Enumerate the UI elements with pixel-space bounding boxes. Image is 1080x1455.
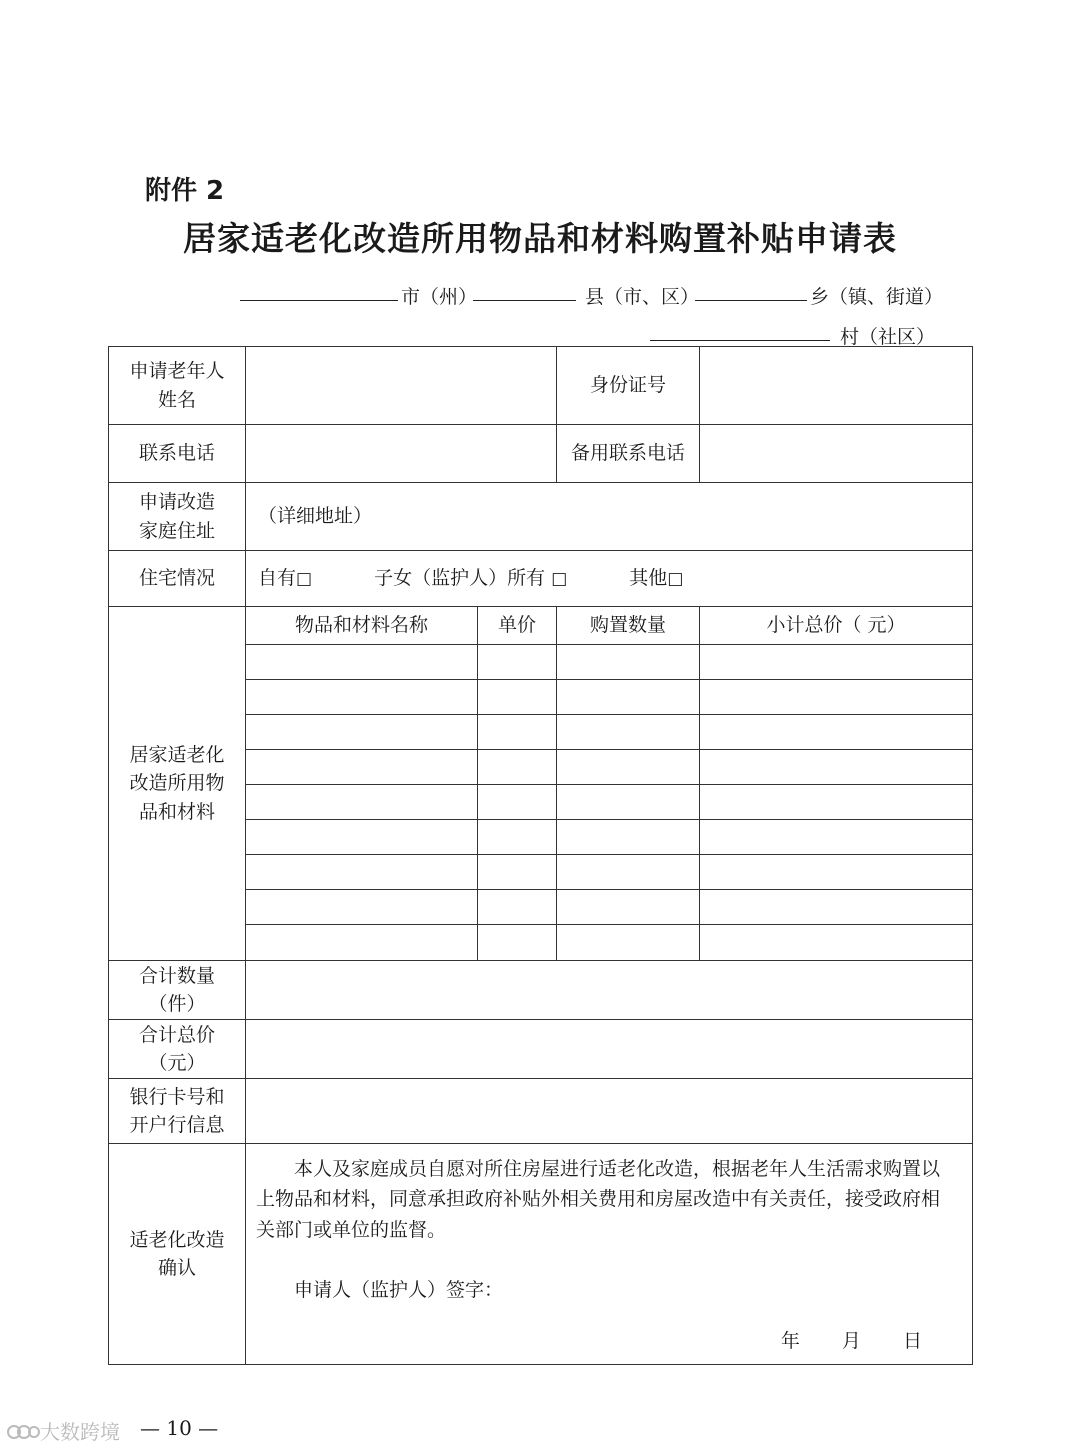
total-quantity-field[interactable] xyxy=(246,961,973,1020)
city-label: 市（州） xyxy=(401,286,478,308)
housing-options xyxy=(246,551,973,607)
township-blank xyxy=(695,300,807,301)
unit-price-cell[interactable] xyxy=(478,820,557,855)
quantity-header: 购置数量 xyxy=(557,607,700,645)
address-row xyxy=(109,483,973,551)
subtotal-cell[interactable] xyxy=(700,715,973,750)
applicant-name-label: 申请老年人 姓名 xyxy=(109,347,246,425)
housing-other-option[interactable]: 其他□ xyxy=(629,567,684,590)
item-name-cell[interactable] xyxy=(246,855,478,890)
total-price-row xyxy=(109,1020,973,1079)
village-blank xyxy=(650,340,830,341)
confirmation-row xyxy=(109,1144,973,1365)
address-label: 申请改造 家庭住址 xyxy=(109,483,246,551)
housing-row xyxy=(109,551,973,607)
item-name-cell[interactable] xyxy=(246,645,478,680)
unit-price-cell[interactable] xyxy=(478,680,557,715)
form-title: 居家适老化改造所用物品和材料购置补贴申请表 xyxy=(183,219,897,258)
unit-price-cell[interactable] xyxy=(478,715,557,750)
item-name-cell[interactable] xyxy=(246,750,478,785)
unit-price-cell[interactable] xyxy=(478,925,557,961)
subtotal-cell[interactable] xyxy=(700,890,973,925)
total-quantity-label: 合计数量 （件） xyxy=(109,961,246,1020)
applicant-row xyxy=(109,347,973,425)
unit-price-cell[interactable] xyxy=(478,785,557,820)
total-price-field[interactable] xyxy=(246,1020,973,1079)
month-label: 月 xyxy=(841,1329,861,1352)
bank-label: 银行卡号和 开户行信息 xyxy=(109,1079,246,1144)
backup-phone-label: 备用联系电话 xyxy=(557,425,700,483)
total-quantity-row xyxy=(109,961,973,1020)
phone-field[interactable] xyxy=(246,425,557,483)
total-price-label: 合计总价 （元） xyxy=(109,1020,246,1079)
subtotal-cell[interactable] xyxy=(700,750,973,785)
village-label: 村（社区） xyxy=(840,326,936,348)
watermark xyxy=(6,1416,120,1445)
item-name-header: 物品和材料名称 xyxy=(246,607,478,645)
housing-own-option[interactable]: 自有□ xyxy=(258,567,313,590)
statement-text: 本人及家庭成员自愿对所住房屋进行适老化改造，根据老年人生活需求购置以上物品和材料，同意承担政府补贴外相关费用和房屋改造中有关责任，接受政府相关部门或单位的监督。 xyxy=(256,1158,941,1241)
item-name-cell[interactable] xyxy=(246,785,478,820)
other-checkbox[interactable]: □ xyxy=(667,569,684,590)
own-checkbox[interactable]: □ xyxy=(296,569,313,590)
children-checkbox[interactable]: □ xyxy=(551,569,568,590)
quantity-cell[interactable] xyxy=(557,820,700,855)
city-blank xyxy=(240,300,398,301)
quantity-cell[interactable] xyxy=(557,680,700,715)
county-blank xyxy=(473,300,576,301)
applicant-name-field[interactable] xyxy=(246,347,557,425)
quantity-cell[interactable] xyxy=(557,750,700,785)
item-name-cell[interactable] xyxy=(246,820,478,855)
application-form-table xyxy=(108,346,973,1365)
quantity-cell[interactable] xyxy=(557,890,700,925)
items-header-row xyxy=(109,607,973,645)
item-name-cell[interactable] xyxy=(246,715,478,750)
subtotal-cell[interactable] xyxy=(700,855,973,890)
watermark-text: 大数跨境 xyxy=(40,1420,120,1444)
township-label: 乡（镇、街道） xyxy=(810,286,944,308)
day-label: 日 xyxy=(902,1329,922,1352)
quantity-cell[interactable] xyxy=(557,785,700,820)
address-field[interactable]: （详细地址） xyxy=(246,483,973,551)
attachment-label: 附件 2 xyxy=(145,176,225,206)
county-label: 县（市、区） xyxy=(585,286,700,308)
unit-price-header: 单价 xyxy=(478,607,557,645)
signature-line[interactable]: 申请人（监护人）签字： xyxy=(294,1279,504,1302)
subtotal-cell[interactable] xyxy=(700,820,973,855)
quantity-cell[interactable] xyxy=(557,855,700,890)
date-line[interactable] xyxy=(745,1326,922,1356)
unit-price-cell[interactable] xyxy=(478,890,557,925)
bank-field[interactable] xyxy=(246,1079,973,1144)
quantity-cell[interactable] xyxy=(557,645,700,680)
confirmation-statement xyxy=(246,1144,973,1365)
id-number-field[interactable] xyxy=(700,347,973,425)
subtotal-cell[interactable] xyxy=(700,925,973,961)
unit-price-cell[interactable] xyxy=(478,750,557,785)
items-section-label: 居家适老化 改造所用物 品和材料 xyxy=(109,607,246,961)
page-number: — 10 — xyxy=(140,1416,219,1440)
bank-row xyxy=(109,1079,973,1144)
subtotal-cell[interactable] xyxy=(700,645,973,680)
item-name-cell[interactable] xyxy=(246,890,478,925)
unit-price-cell[interactable] xyxy=(478,855,557,890)
watermark-logo-icon xyxy=(6,1422,40,1442)
id-number-label: 身份证号 xyxy=(557,347,700,425)
subtotal-cell[interactable] xyxy=(700,785,973,820)
quantity-cell[interactable] xyxy=(557,715,700,750)
item-name-cell[interactable] xyxy=(246,925,478,961)
confirmation-label: 适老化改造 确认 xyxy=(109,1144,246,1365)
phone-label: 联系电话 xyxy=(109,425,246,483)
unit-price-cell[interactable] xyxy=(478,645,557,680)
housing-children-option[interactable]: 子女（监护人）所有 □ xyxy=(374,567,568,590)
housing-label: 住宅情况 xyxy=(109,551,246,607)
quantity-cell[interactable] xyxy=(557,925,700,961)
subtotal-cell[interactable] xyxy=(700,680,973,715)
year-label: 年 xyxy=(780,1329,800,1352)
item-name-cell[interactable] xyxy=(246,680,478,715)
subtotal-header: 小计总价（ 元） xyxy=(700,607,973,645)
backup-phone-field[interactable] xyxy=(700,425,973,483)
phone-row xyxy=(109,425,973,483)
